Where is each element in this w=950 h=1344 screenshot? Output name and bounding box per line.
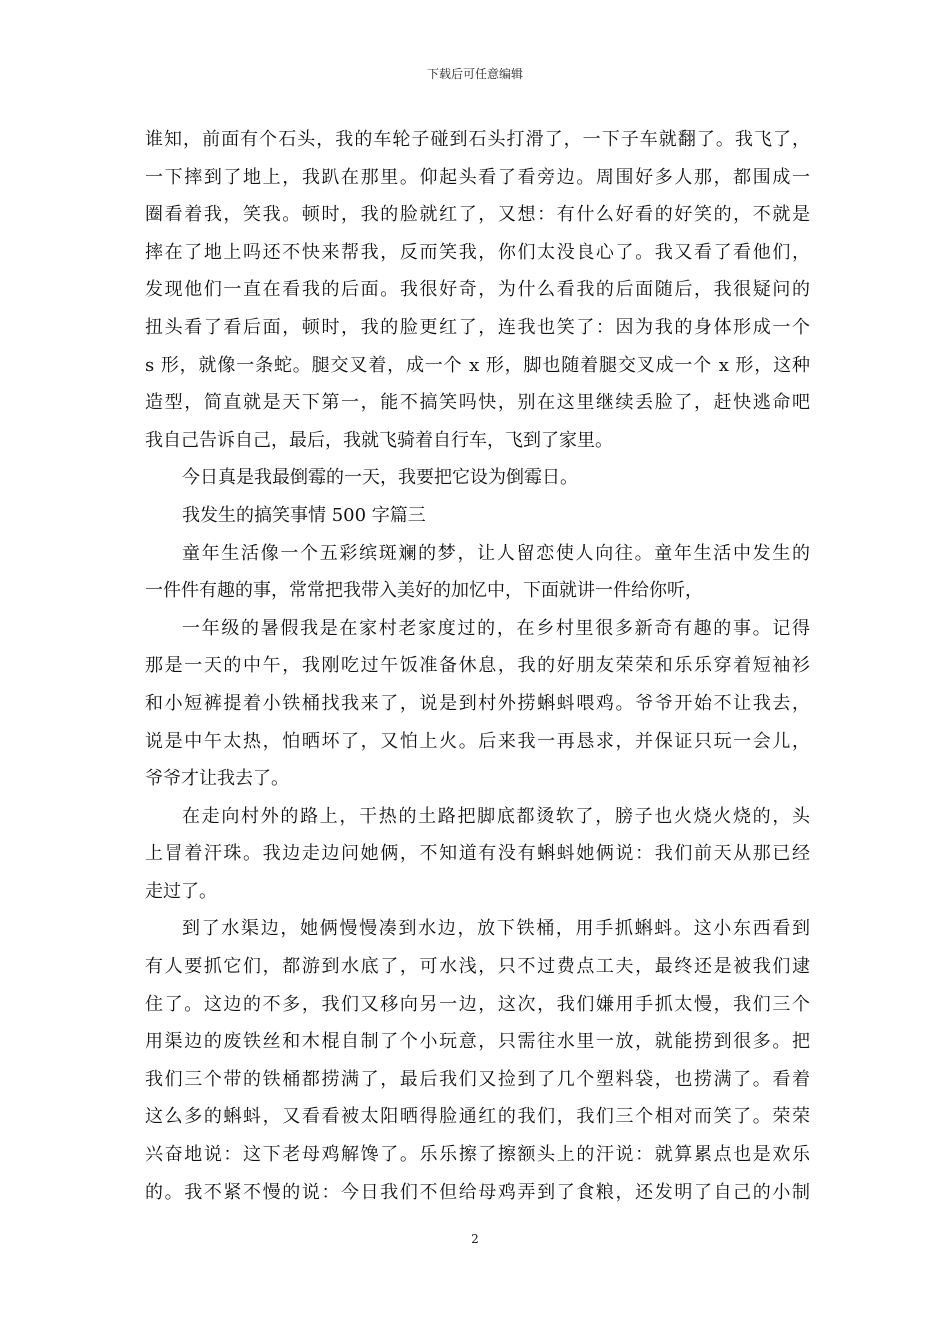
- text-line: 我们三个带的铁桶都捞满了，最后我们又捡到了几个塑料袋，也捞满了。看着: [145, 1068, 810, 1090]
- text-line: 上冒着汗珠。我边走边问她俩，不知道有没有蝌蚪她俩说：我们前天从那已经: [145, 843, 810, 865]
- text-line: 造型，简直就是天下第一，能不搞笑吗快，别在这里继续丢脸了，赶快逃命吧: [145, 392, 810, 414]
- text-line: 扭头看了看后面，顿时，我的脸更红了，连我也笑了：因为我的身体形成一个: [145, 316, 810, 338]
- page-header: 下载后可任意编辑: [426, 67, 523, 81]
- text-line: s 形，就像一条蛇。腿交叉着，成一个 x 形，脚也随着腿交叉成一个 x 形，这种: [145, 354, 810, 376]
- text-line: 圈看着我，笑我。顿时，我的脸就红了，又想：有什么好看的好笑的，不就是: [145, 204, 810, 226]
- document-body: [145, 121, 810, 1211]
- text-line: 和小短裤提着小铁桶找我来了，说是到村外捞蝌蚪喂鸡。爷爷开始不让我去，: [145, 692, 810, 714]
- text-line: 谁知，前面有个石头，我的车轮子碰到石头打滑了，一下子车就翻了。我飞了，: [145, 129, 810, 150]
- page-number: 2: [471, 1232, 479, 1246]
- text-line: 这么多的蝌蚪，又看看被太阳晒得脸通红的我们，我们三个相对而笑了。荣荣: [145, 1106, 810, 1128]
- text-line: 的。我不紧不慢的说：今日我们不但给母鸡弄到了食粮，还发明了自己的小制: [145, 1181, 810, 1203]
- text-line: 有人要抓它们，都游到水底了，可水浅，只不过费点工夫，最终还是被我们逮: [145, 956, 810, 978]
- paragraph-line: 在走向村外的路上，干热的土路把脚底都烫软了，膀子也火烧火烧的，头: [182, 805, 810, 827]
- text-line: 那是一天的中午，我刚吃过午饭准备休息，我的好朋友荣荣和乐乐穿着短袖衫: [145, 655, 810, 677]
- text-line: 走过了。: [145, 880, 217, 902]
- text-line: 兴奋地说：这下老母鸡解馋了。乐乐擦了擦额头上的汗说：就算累点也是欢乐: [145, 1144, 810, 1166]
- text-line: 住了。这边的不多，我们又移向另一边，这次，我们嫌用手抓太慢，我们三个: [145, 993, 810, 1015]
- text-line: 用渠边的废铁丝和木棍自制了个小玩意，只需往水里一放，就能捞到很多。把: [145, 1031, 810, 1053]
- text-line: 一下摔到了地上，我趴在那里。仰起头看了看旁边。周围好多人那，都围成一: [145, 166, 810, 188]
- text-line: 我自己告诉自己，最后，我就飞骑着自行车，飞到了家里。: [145, 429, 613, 451]
- paragraph-line: 今日真是我最倒霉的一天，我要把它设为倒霉日。: [182, 467, 578, 489]
- paragraph-line: 到了水渠边，她俩慢慢凑到水边，放下铁桶，用手抓蝌蚪。这小东西看到: [182, 918, 810, 940]
- paragraph-line: 童年生活像一个五彩缤斑斓的梦，让人留恋使人向往。童年生活中发生的: [182, 542, 810, 564]
- text-line: 说是中午太热，怕晒坏了，又怕上火。后来我一再恳求，并保证只玩一会儿，: [145, 730, 810, 752]
- text-line: 摔在了地上吗还不快来帮我，反而笑我，你们太没良心了。我又看了看他们，: [145, 241, 810, 263]
- text-line: 爷爷才让我去了。: [145, 768, 289, 790]
- text-line: 发现他们一直在看我的后面。我很好奇，为什么看我的后面随后，我很疑问的: [145, 279, 810, 301]
- section-heading: 我发生的搞笑事情 500 字篇三: [182, 504, 426, 526]
- paragraph-line: 一年级的暑假我是在家村老家度过的，在乡村里很多新奇有趣的事。记得: [182, 617, 810, 639]
- text-line: 一件件有趣的事，常常把我带入美好的加忆中，下面就讲一件给你听，: [145, 580, 703, 602]
